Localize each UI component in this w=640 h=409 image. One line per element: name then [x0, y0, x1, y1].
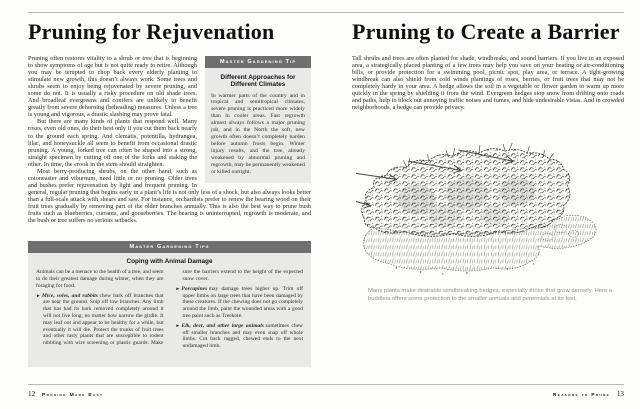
- footer-rule: [320, 384, 624, 385]
- right-page-content: [352, 20, 624, 303]
- top-rule: [28, 12, 320, 13]
- tips-box-body: [28, 253, 311, 368]
- top-rule: [320, 12, 624, 13]
- hedge-illustration: [356, 123, 624, 303]
- left-body-text: [28, 55, 311, 224]
- tips-box-subhead: Coping with Animal Damage: [126, 257, 213, 265]
- left-footer: [28, 390, 108, 398]
- page-title-right: Pruning to Create a Barrier: [352, 19, 620, 44]
- tip-box-body: [205, 68, 311, 183]
- right-page: [320, 0, 640, 409]
- tip-item: [176, 286, 304, 320]
- running-head: Pruning Made Easy: [41, 393, 104, 398]
- body-paragraph: But there are many kinds of plants that respond well. Many roses, even old ones, do their best only if you cut them back nearly to the ground each spring. And clematis, potentilla, hydrangea, lilac, and honeysuckle all seem to benefit from occasional drastic pruning. A young, forked tree can often be shaped into a strong, straight specimen by cutting off one of the forks and staking the other. In time, the crook in the stem should straighten.: [28, 118, 197, 168]
- right-body-text: [352, 55, 624, 111]
- tip-item-text: chew bark off branches that are near the ground. Snip off low branches. Any limb that has had its bark removed completely around it will not live long, no matter how narrow the girdle. It may leaf out and appear to be healthy for a while, but eventually it will die. Protect the trunks of fruit trees and other tasty plants that are susceptible to rodent nibbling with wire screening or plastic guards. Make sure the barriers extend to the height of the expected snow cover.: [43, 269, 303, 347]
- tip-item-lead: Mice, voles, and rabbits: [42, 292, 98, 299]
- illustration-caption: Many plants make desirable windbreaking hedges, especially those that grow densely. Here a buddleia offers some protection to the smaller annuals and perennials at its feet.: [368, 288, 613, 302]
- tip-item-text: sometimes chew off smaller branches and may even snap off whole limbs. Cut back ragged, chewed ends to the next undamaged limb.: [182, 322, 303, 350]
- tips-box-header: Master Gardening Tips: [28, 241, 311, 253]
- tips-columns: [36, 269, 303, 360]
- left-page-content: [28, 20, 311, 367]
- tip-item: [176, 323, 304, 350]
- footer-rule: [28, 384, 320, 385]
- bullet-arrow-icon: ►: [175, 285, 181, 291]
- running-head: Reasons to Prune: [552, 393, 611, 398]
- hedge-icon: [362, 144, 570, 237]
- tip-box-subhead: Different Approaches for Different Climates: [220, 73, 296, 88]
- bullet-arrow-icon: ►: [175, 322, 181, 328]
- bullet-arrow-icon: ►: [36, 292, 41, 298]
- buddleia-hedge-drawing: [356, 123, 608, 275]
- body-paragraph: Tall shrubs and trees are often planted for shade, windbreaks, and sound barriers. If you live in an exposed area, a strategically placed planting of a few trees may help you save on your heating or air-conditioning bills, or provide protection for a swimming pool, picnic spot, play area, or terrace. A tight-growing windbreak can also shield from cold winds plantings of roses, berries, or fruit trees that may not be completely hardy in your area. A hedge allows the soil in a vegetable or flower garden to warm up more quickly in the spring by shielding it from the wind. Evergreen hedges stop snow from drifting onto roads and paths, help to block out annoying traffic noises and fumes, and hide undesirable vistas. And in crowded neighborhoods, a hedge can provide privacy.: [352, 55, 624, 112]
- tip-item-lead: Porcupines: [181, 285, 208, 292]
- page-title-left: Pruning for Rejuvenation: [28, 19, 275, 44]
- tip-item-lead: Elk, deer, and other large animals: [181, 322, 264, 329]
- right-footer: [548, 390, 624, 398]
- body-paragraph: Pruning often restores vitality to a shrub or tree that is beginning to show symptoms of age but is not quite ready to retire. Although you may be tempted to chop back every elderly planting to stimulate new growth, this doesn’t always work. Some trees and shrubs seem to enjoy being rejuvenated by severe pruning, and some do not. It is usually a risky procedure on old shade trees. And broadleaf evergreens and conifers are unlikely to benefit greatly from severe dehorning (beheading) measures. Unless a tree is young and vigorous, a drastic slashing may prove fatal.: [28, 55, 197, 119]
- body-paragraph: Most berry-producing shrubs, on the other hand, such as cotoneaster and viburnum, need little or no pruning. Older trees and bushes prefer rejuvenation by light and frequent pruning. In general, regular pruning that begins early in a plant’s life is not only less of a shock, but also always looks better than a full-scale attack with shears and saw. For instance, orchardists prefer to renew the bearing wood on their fruit trees gradually by removing part of the older branches annually. This is also the best way to prune bush fruits such as blueberries, currants, and gooseberries. The bearing is uninterrupted, regrowth is moderate, and the bush or tree suffers no serious setbacks.: [28, 167, 311, 225]
- tip-box-text: In warmer parts of the country and in tropical and semitropical climates, severe pruning is practiced more widely than in cooler areas. Fast regrowth almost always follows a major pruning job, and in the North the soft, new growth often doesn’t completely harden before autumn frosts begin. Winter injury results, and the tree, already weakened by abnormal pruning and regrowth, may be permanently weakened or killed outright.: [211, 92, 305, 175]
- tips-intro: Animals can be a menace to the health of a tree, and seem to do their greatest damage during winter, when they are foraging for food.: [36, 269, 164, 289]
- page-number: 13: [616, 390, 624, 398]
- master-gardening-tips-box: [28, 241, 311, 367]
- page-number: 12: [28, 390, 36, 398]
- tip-box-header: Master Gardening Tip: [205, 56, 311, 68]
- master-gardening-tip-box: [205, 56, 311, 183]
- tip-item-text: may damage trees higher up. Trim off upper limbs on large trees that have been damaged by these creatures. If the chewing does not go completely around the limb, paint the wounded areas with a good tree paint such as Treekote.: [182, 285, 303, 319]
